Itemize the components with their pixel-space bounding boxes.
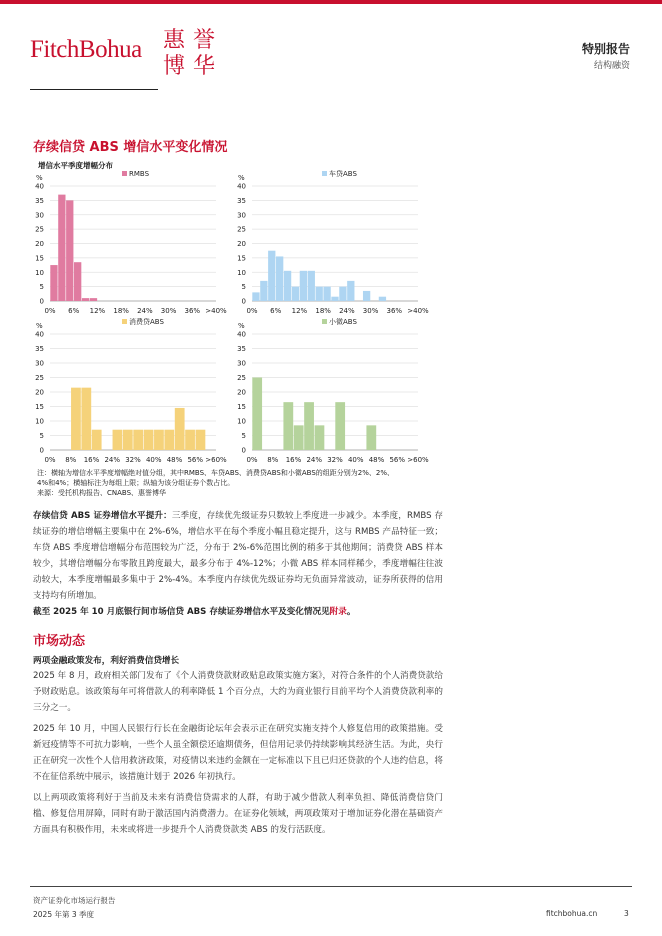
chart-2-ytick-label: 40 — [237, 182, 246, 191]
chart-2-xtick-label: 30% — [362, 307, 379, 315]
chart-2-ytick-label: 25 — [237, 225, 246, 234]
chart-3-xtick-label: 8% — [65, 456, 77, 464]
chart-4-legend-label: 小微ABS — [329, 318, 357, 326]
chart-1-ytick-label: 30 — [35, 211, 44, 220]
footer-report-name: 资产证券化市场运行报告 — [33, 896, 116, 905]
paragraph-lead: 存续信贷 ABS 证券增信水平提升： — [33, 511, 172, 521]
chart-2-xtick-label: 0% — [246, 307, 258, 315]
chart-2-bar — [331, 297, 338, 301]
chart-4-ytick-label: 10 — [237, 417, 246, 426]
chart-3-legend-label: 消费贷ABS — [129, 318, 164, 326]
chart-4-xtick-label: 0% — [246, 456, 258, 464]
chart-3-xtick-label: 24% — [104, 456, 121, 464]
footer-site[interactable]: fitchbohua.cn — [546, 909, 598, 918]
chart-4-ytick-label: 15 — [237, 403, 246, 411]
chart-3-legend-swatch — [122, 319, 127, 324]
chart-heading: 增信水平季度增幅分布 — [38, 161, 113, 170]
chart-3-ytick-label: 10 — [35, 417, 44, 426]
brand-logo[interactable]: FitchBohua — [30, 36, 142, 63]
chart-2-bar — [308, 271, 315, 301]
chart-3-bar — [164, 430, 174, 450]
chart-2-bar — [284, 271, 291, 301]
chart-2-bar — [379, 297, 386, 301]
chart-3-ylabel: % — [36, 322, 43, 330]
chart-3-bar — [113, 430, 123, 450]
chart-2-legend-label: 车贷ABS — [329, 170, 357, 178]
chart-1-bar — [82, 298, 89, 301]
chart-4-xtick-label: 40% — [347, 456, 364, 464]
chart-4-xtick-label: 32% — [327, 456, 343, 464]
seal-char-3: 博 — [162, 54, 186, 78]
chart-4-bar — [294, 425, 304, 450]
chart-3-bar — [154, 430, 164, 450]
chart-1-bar — [58, 195, 65, 301]
chart-1-ytick-label: 5 — [39, 283, 44, 292]
chart-3-bar — [71, 388, 81, 450]
chart-2-bar — [339, 287, 346, 301]
chart-2-bar — [268, 251, 275, 301]
paragraph-abs-credit: 存续信贷 ABS 证券增信水平提升：三季度，存续优先级证券只数较上季度进一步减少。本季度，RMBS 存续证券的增信增幅主要集中在 2%-6%，增信水平在每个季度小幅且稳定提升，这与 RMBS 产品特征一致；车贷 ABS 季度增信增幅分布范围较为广泛，分布于 2%-6%范围比例的稍多于其他期间；消费贷 ABS 样本较少，其增信增幅分布零散且跨度最大，最多分布于 4%-12%；小微 ABS 样本同样稀少，季度增幅往往波动较大，本季度增幅最多集中于 2%-4%。本季度内存续优先级证券均无负面异常波动，证券所获得的信用支持均有所增加。 — [33, 511, 443, 601]
chart-4-ytick-label: 25 — [237, 374, 246, 382]
chart-3-ytick-label: 5 — [39, 432, 44, 440]
footer-rule — [30, 886, 632, 887]
chart-4-xtick-label: 24% — [306, 456, 323, 464]
chart-source: 来源：受托机构报告、CNABS、惠誉博华 — [37, 489, 167, 497]
chart-3-bar — [185, 430, 195, 450]
chart-1-xtick-label: 36% — [184, 307, 201, 315]
chart-1-xtick-label: >40% — [205, 307, 227, 315]
chart-3-xtick-label: 16% — [83, 456, 100, 464]
chart-4-legend-swatch — [322, 319, 327, 324]
chart-4-xtick-label: 56% — [389, 456, 406, 464]
chart-3-ytick-label: 40 — [35, 330, 44, 339]
chart-4-bar — [315, 425, 325, 450]
chart-4-ytick-label: 20 — [237, 388, 246, 397]
chart-2-legend-swatch — [322, 171, 327, 176]
chart-2-ylabel: % — [238, 174, 245, 182]
chart-3-xtick-label: 32% — [125, 456, 141, 464]
chart-1-xtick-label: 12% — [89, 307, 106, 315]
chart-4-ytick-label: 0 — [241, 446, 246, 455]
chart-1-ylabel: % — [36, 174, 43, 182]
chart-1-ytick-label: 20 — [35, 240, 44, 248]
chart-3-bar — [144, 430, 154, 450]
chart-1-legend-label: RMBS — [129, 170, 150, 178]
chart-4-ytick-label: 35 — [237, 345, 246, 353]
chart-1-bar — [50, 265, 57, 301]
chart-2-ytick-label: 0 — [241, 297, 246, 306]
paragraph-appendix-ref: 截至 2025 年 10 月底银行间市场信贷 ABS 存续证券增信水平及变化情况见附录。 — [33, 607, 356, 617]
chart-3-bar — [196, 430, 206, 450]
chart-3-xtick-label: 48% — [166, 456, 183, 464]
chart-2-xtick-label: 36% — [386, 307, 403, 315]
chart-1-bar — [90, 298, 97, 301]
chart-2-ytick-label: 20 — [237, 240, 246, 248]
chart-1-xtick-label: 0% — [44, 307, 56, 315]
news-paragraph-3: 以上两项政策将利好于当前及未来有消费信贷需求的人群，有助于减少借款人利率负担、降低消费信贷门槛、修复信用屏障，同时有助于激活国内消费潜力。在证券化领域，两项政策对于增加证券化潜在基础资产方面具有积极作用，未来或将进一步提升个人消费贷款类 ABS 的发行活跃度。 — [33, 793, 443, 835]
footer-page-number: 3 — [624, 909, 629, 918]
chart-2-bar — [347, 281, 354, 301]
chart-1-ytick-label: 25 — [35, 225, 44, 234]
news-subtitle: 两项金融政策发布，利好消费信贷增长 — [33, 656, 180, 666]
chart-3-ytick-label: 25 — [35, 374, 44, 382]
chart-1-xtick-label: 6% — [68, 307, 80, 315]
chart-4-xtick-label: 48% — [368, 456, 385, 464]
chart-1-ytick-label: 40 — [35, 182, 44, 191]
chart-4-xtick-label: 16% — [285, 456, 302, 464]
chart-1-ytick-label: 15 — [35, 254, 44, 263]
chart-3-ytick-label: 15 — [35, 403, 44, 411]
chart-4-ytick-label: 40 — [237, 330, 246, 339]
chart-3-bar — [92, 430, 102, 450]
chart-2-bar — [363, 291, 370, 301]
chart-1-xtick-label: 30% — [160, 307, 177, 315]
chart-1-xtick-label: 18% — [113, 307, 129, 315]
chart-2-ytick-label: 15 — [237, 254, 246, 263]
chart-2-bar — [300, 271, 307, 301]
chart-4-ytick-label: 5 — [241, 432, 246, 440]
seal-char-2: 誉 — [192, 28, 216, 53]
chart-4-bar — [252, 378, 262, 451]
chart-4-bar — [304, 402, 314, 450]
report-subtype: 结构融资 — [593, 61, 630, 71]
chart-2-ytick-label: 10 — [237, 268, 246, 277]
chart-3-bar — [175, 408, 185, 450]
chart-2-xtick-label: 6% — [270, 307, 282, 315]
chart-3-xtick-label: 40% — [145, 456, 162, 464]
chart-1-xtick-label: 24% — [137, 307, 153, 315]
chart-1-bar — [74, 262, 81, 301]
chart-4-ylabel: % — [238, 322, 245, 330]
chart-3-ytick-label: 20 — [35, 388, 44, 397]
chart-3-ytick-label: 0 — [39, 446, 44, 455]
footer-period: 2025 年第 3 季度 — [33, 910, 95, 919]
news-paragraph-1: 2025 年 8 月，政府相关部门发布了《个人消费贷款财政贴息政策实施方案》，对符合条件的个人消费贷款给予财政贴息。该政策每年可将借款人的利率降低 1 个百分点，大约为商业银行目前平均个人消费贷款利率的三分之一。 — [33, 671, 443, 713]
chart-2-xtick-label: >40% — [407, 307, 429, 315]
chart-3-bar — [123, 430, 133, 450]
chart-1-ytick-label: 0 — [39, 297, 44, 306]
section-title-abs-credit: 存续信贷 ABS 增信水平变化情况 — [33, 140, 228, 155]
chart-4-xtick-label: >60% — [407, 456, 429, 464]
chart-4-bar — [335, 402, 345, 450]
chart-2-bar — [252, 292, 259, 301]
chart-3-bar — [133, 430, 143, 450]
section-title-market-news: 市场动态 — [33, 634, 86, 649]
chart-2-bar — [292, 287, 299, 301]
chart-3-bar — [81, 388, 91, 450]
chart-1-legend-swatch — [122, 171, 127, 176]
chart-4-xtick-label: 8% — [267, 456, 279, 464]
chart-2-ytick-label: 30 — [237, 211, 246, 220]
chart-2-xtick-label: 18% — [315, 307, 331, 315]
chart-4-ytick-label: 30 — [237, 359, 246, 368]
chart-1-bar — [66, 200, 73, 301]
chart-2-bar — [316, 287, 323, 301]
report-type: 特别报告 — [581, 42, 630, 56]
chart-2-ytick-label: 5 — [241, 283, 246, 292]
chart-2-ytick-label: 35 — [237, 196, 246, 205]
chart-2-bar — [260, 281, 267, 301]
chart-note-line2: 4%和4%；横轴标注为每组上限；纵轴为该分组证券个数占比。 — [37, 479, 235, 487]
chart-2-xtick-label: 12% — [291, 307, 308, 315]
appendix-link[interactable]: 附录 — [329, 607, 347, 617]
chart-note-line1: 注：横轴为增信水平季度增幅绝对值分组，其中RMBS、车贷ABS、消费贷ABS和小微ABS的组距分别为2%、2%、 — [37, 469, 394, 477]
chart-3-xtick-label: >60% — [205, 456, 227, 464]
news-paragraph-2: 2025 年 10 月，中国人民银行行长在金融街论坛年会表示正在研究实施支持个人修复信用的政策措施。受新冠疫情等不可抗力影响，一些个人虽全额偿还逾期债务，但信用记录仍持续影响其经济生活。为此，央行正在研究一次性个人信用救济政策，对疫情以来违约金额在一定标准以下且已归还贷款的个人违约信息，将不在征信系统中展示，该措施计划于 2026 年初执行。 — [33, 724, 443, 782]
chart-4-bar — [283, 402, 293, 450]
chart-3-xtick-label: 56% — [187, 456, 204, 464]
chart-3-ytick-label: 30 — [35, 359, 44, 368]
chart-1-ytick-label: 10 — [35, 268, 44, 277]
chart-4-bar — [366, 425, 376, 450]
chart-1-ytick-label: 35 — [35, 196, 44, 205]
chart-3-xtick-label: 0% — [44, 456, 56, 464]
chart-2-bar — [276, 256, 283, 301]
seal-char-4: 华 — [192, 54, 216, 78]
seal-char-1: 惠 — [162, 28, 186, 53]
chart-2-xtick-label: 24% — [339, 307, 355, 315]
chart-3-ytick-label: 35 — [35, 345, 44, 353]
chart-2-bar — [323, 287, 330, 301]
